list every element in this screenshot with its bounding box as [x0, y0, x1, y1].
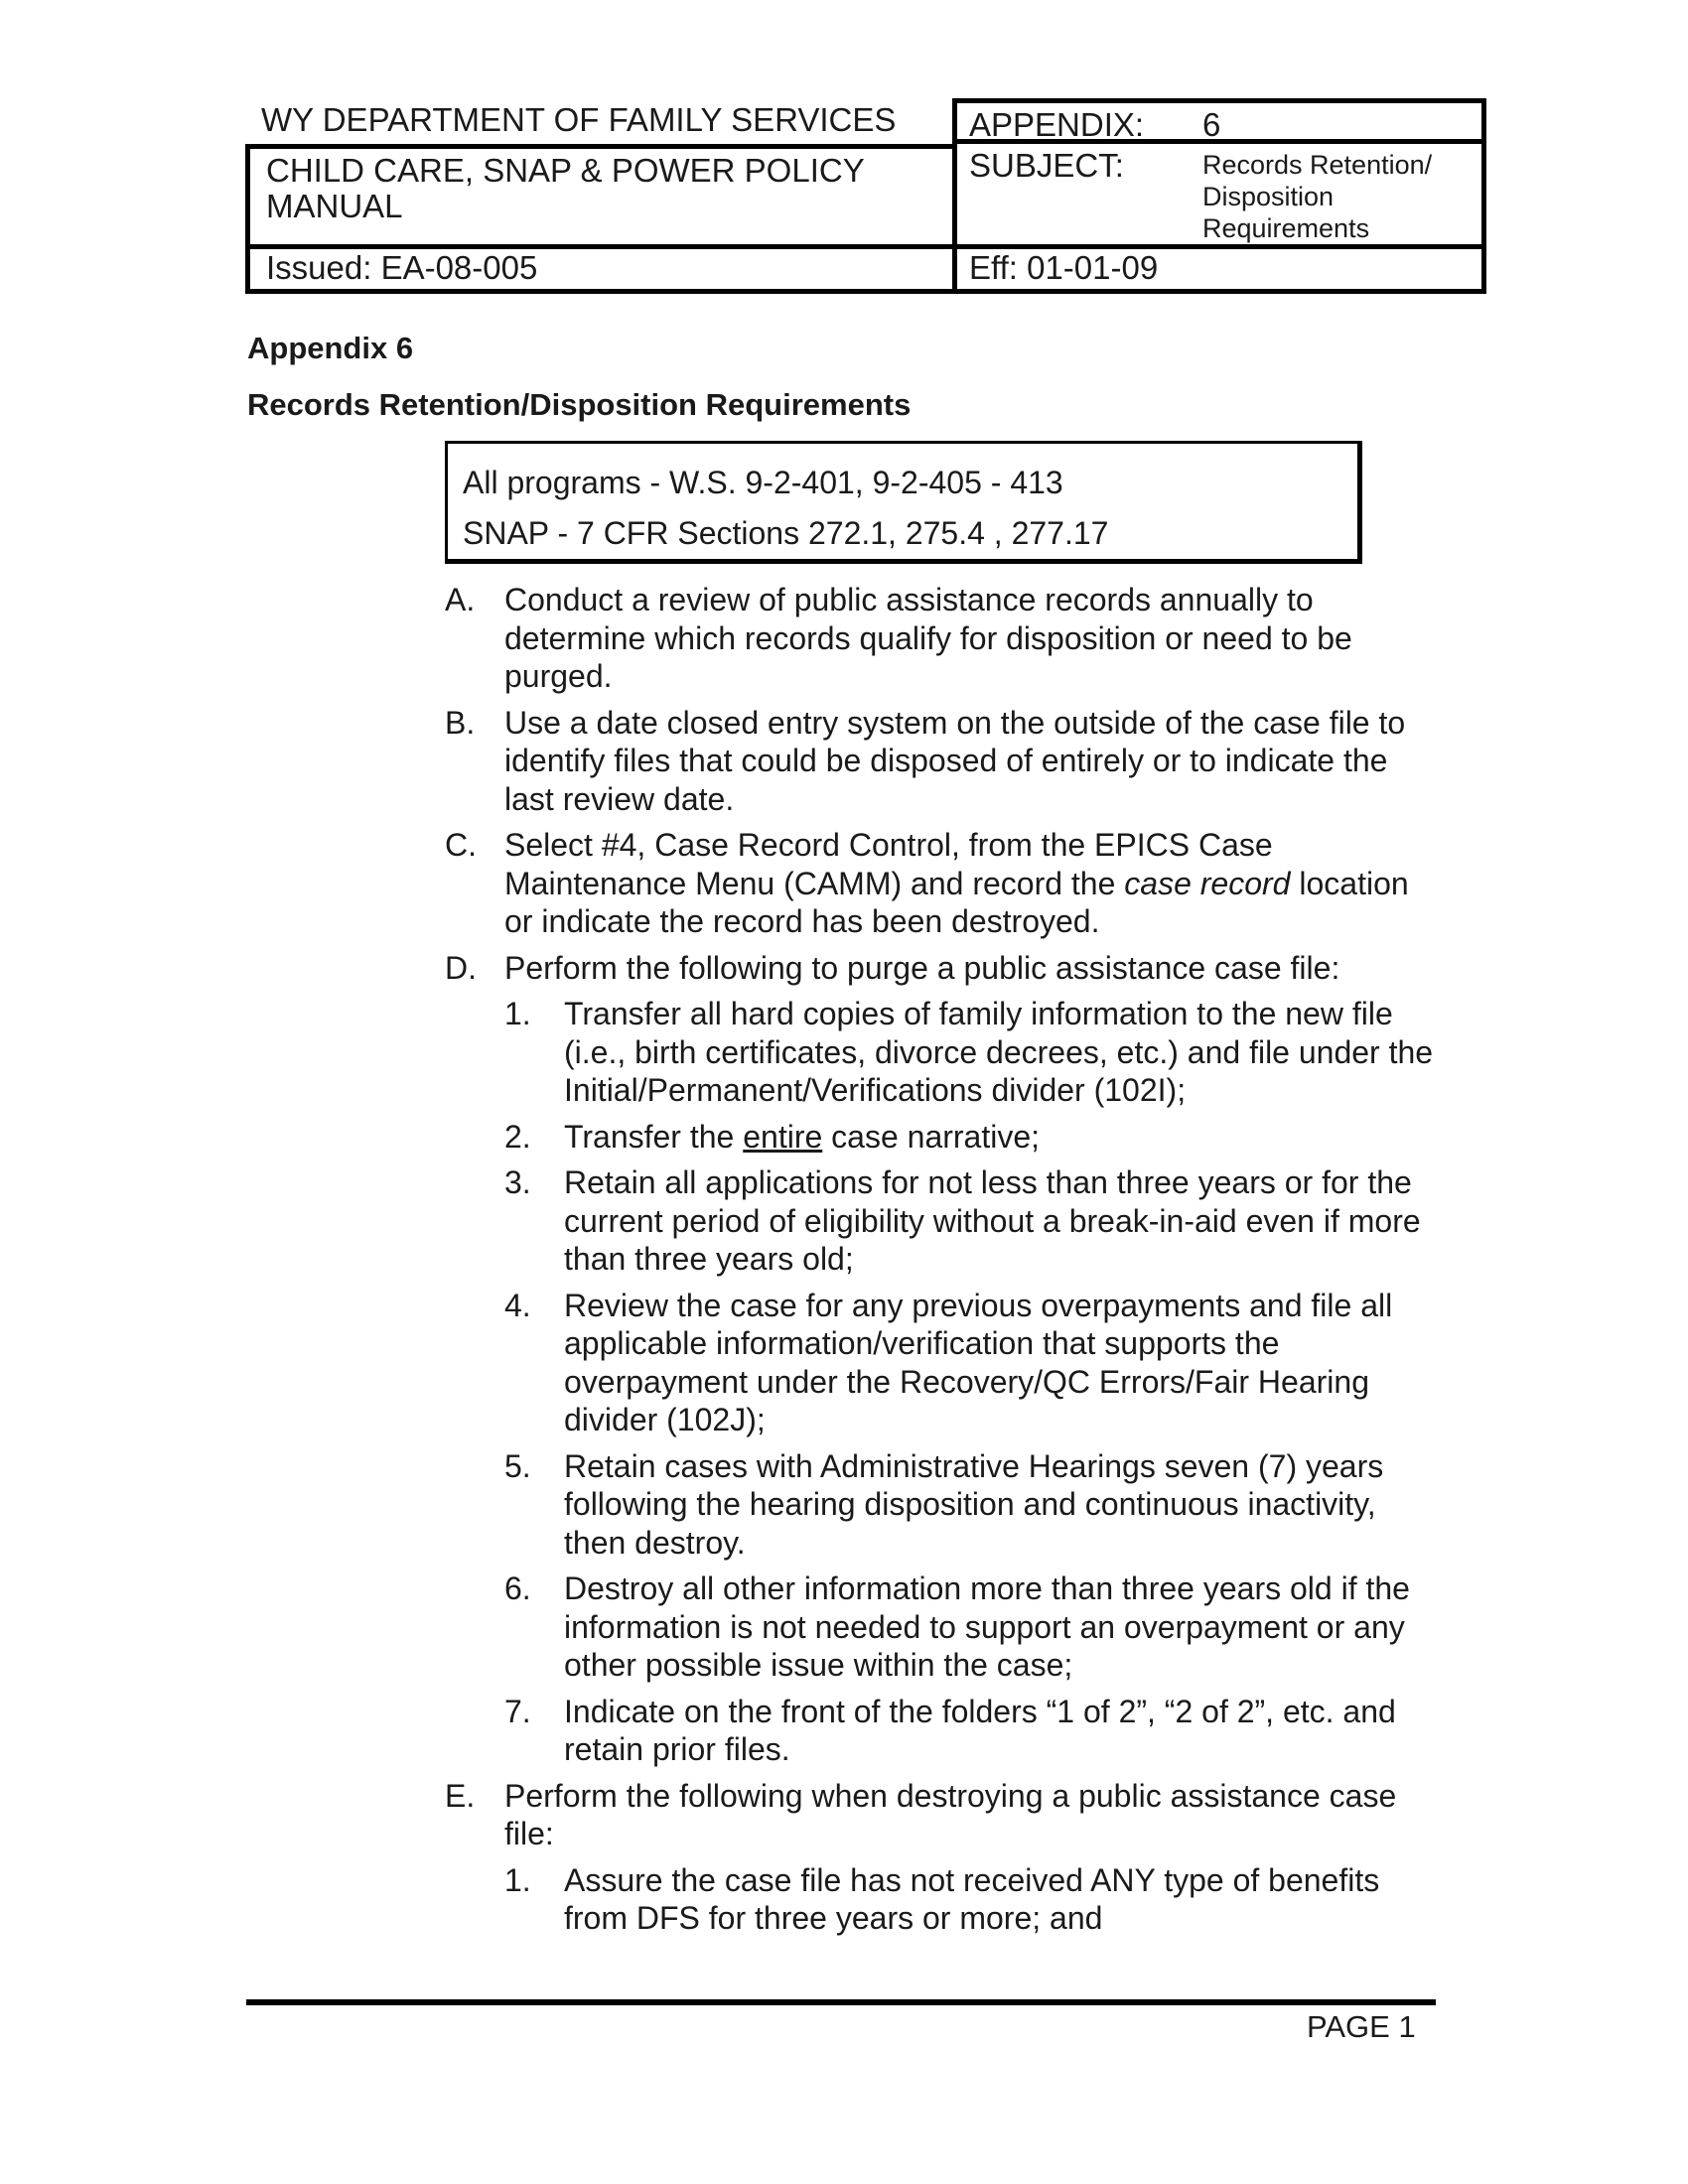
procedure-list — [445, 581, 1438, 1946]
list-item-c — [445, 826, 1438, 941]
appendix-cell — [952, 98, 1486, 144]
list-item-text-post: case narrative; — [822, 1118, 1041, 1155]
list-marker: 1. — [504, 996, 531, 1031]
manual-cell — [245, 144, 952, 249]
list-item-text: Indicate on the front of the folders “1 of 2”, “2 of 2”, etc. and retain prior files. — [564, 1693, 1396, 1767]
list-item-text-post: location or indicate the record has been destroyed. — [504, 865, 1409, 939]
citation-line: SNAP - 7 CFR Sections 272.1, 275.4 , 277.17 — [463, 515, 1109, 551]
issued-cell — [245, 249, 952, 294]
list-item-emphasis: case record — [1124, 865, 1291, 901]
appendix-label: APPENDIX: — [969, 106, 1145, 143]
list-marker: D. — [445, 949, 477, 986]
list-item-text: Review the case for any previous overpayments and file all applicable information/verification that supports the overpayment under the Recovery/QC Errors/Fair Hearing divider (102J); — [564, 1287, 1393, 1437]
sub-item-d1 — [445, 995, 1438, 1110]
header-table — [245, 98, 1486, 294]
list-item-text: Transfer all hard copies of family information to the new file (i.e., birth certificates, divorce decrees, etc.) and file under the Initial/Permanent/Verifications divider (102I); — [564, 996, 1434, 1108]
list-item-a — [445, 581, 1438, 696]
list-item-text: Retain all applications for not less than three years or for the current period of eligibility without a break-in-aid even if more than three years old; — [564, 1164, 1421, 1277]
list-item-text-pre: Transfer the — [564, 1118, 744, 1155]
sub-item-d5 — [445, 1447, 1438, 1563]
subject-value — [1202, 149, 1461, 244]
list-item-b — [445, 704, 1438, 819]
list-item-text-pre: Select #4, Case Record Control, from the EPICS Case Maintenance Menu (CAMM) and record the — [504, 827, 1273, 901]
sub-item-d6 — [445, 1570, 1438, 1685]
list-item-text: Destroy all other information more than three years old if the information is not needed to support an overpayment or any other possible issue within the case; — [564, 1570, 1410, 1683]
list-marker: A. — [445, 582, 476, 617]
list-marker: 6. — [504, 1570, 531, 1606]
list-item-underlined: entire — [743, 1118, 823, 1155]
department-cell — [245, 98, 952, 144]
list-item-text: Assure the case file has not received ANY type of benefits from DFS for three years or more; and — [564, 1861, 1380, 1936]
page-number: PAGE 1 — [1307, 2009, 1416, 2044]
list-marker: E. — [445, 1777, 476, 1814]
list-marker: C. — [445, 827, 477, 863]
subject-line1: Records Retention/ — [1202, 150, 1433, 180]
manual-name-line1: CHILD CARE, SNAP & POWER POLICY — [266, 152, 865, 189]
sub-item-e1 — [445, 1861, 1438, 1938]
list-marker: 2. — [504, 1118, 531, 1155]
list-marker: 4. — [504, 1287, 531, 1323]
sub-item-d2 — [445, 1118, 1438, 1157]
list-marker: 5. — [504, 1447, 531, 1484]
effective-value: Eff: 01-01-09 — [969, 249, 1159, 286]
subject-line3: Requirements — [1202, 213, 1370, 243]
sub-item-d3 — [445, 1163, 1438, 1279]
document-title: Appendix 6 — [247, 331, 414, 365]
sub-item-d4 — [445, 1287, 1438, 1439]
list-item-text: Perform the following to purge a public assistance case file: — [504, 949, 1340, 986]
appendix-value: 6 — [1202, 106, 1221, 143]
list-marker: B. — [445, 704, 476, 741]
subject-cell — [952, 144, 1486, 249]
effective-cell — [952, 249, 1486, 294]
list-marker: 3. — [504, 1164, 531, 1200]
subject-line2: Disposition — [1202, 182, 1335, 211]
citation-line: All programs - W.S. 9-2-401, 9-2-405 - 413 — [463, 465, 1063, 500]
list-item-e — [445, 1777, 1438, 1853]
footer-divider — [246, 1999, 1436, 2005]
list-item-text: Retain cases with Administrative Hearings seven (7) years following the hearing disposition and continuous inactivity, then destroy. — [564, 1447, 1384, 1561]
list-item-d — [445, 949, 1438, 988]
document-subtitle: Records Retention/Disposition Requirements — [247, 387, 912, 422]
issued-value: Issued: EA-08-005 — [266, 249, 538, 286]
manual-name-line2: MANUAL — [266, 188, 403, 224]
list-marker: 7. — [504, 1693, 531, 1729]
list-item-text: Perform the following when destroying a public assistance case file: — [504, 1777, 1397, 1851]
list-item-text: Conduct a review of public assistance records annually to determine which records qualify for disposition or need to be purged. — [504, 582, 1352, 694]
list-marker: 1. — [504, 1861, 531, 1898]
list-item-text: Use a date closed entry system on the outside of the case file to identify files that could be disposed of entirely or to indicate the last review date. — [504, 704, 1406, 817]
department-name: WY DEPARTMENT OF FAMILY SERVICES — [261, 101, 897, 138]
subject-label: SUBJECT: — [969, 147, 1124, 184]
sub-item-d7 — [445, 1693, 1438, 1769]
citation-box — [445, 441, 1362, 564]
